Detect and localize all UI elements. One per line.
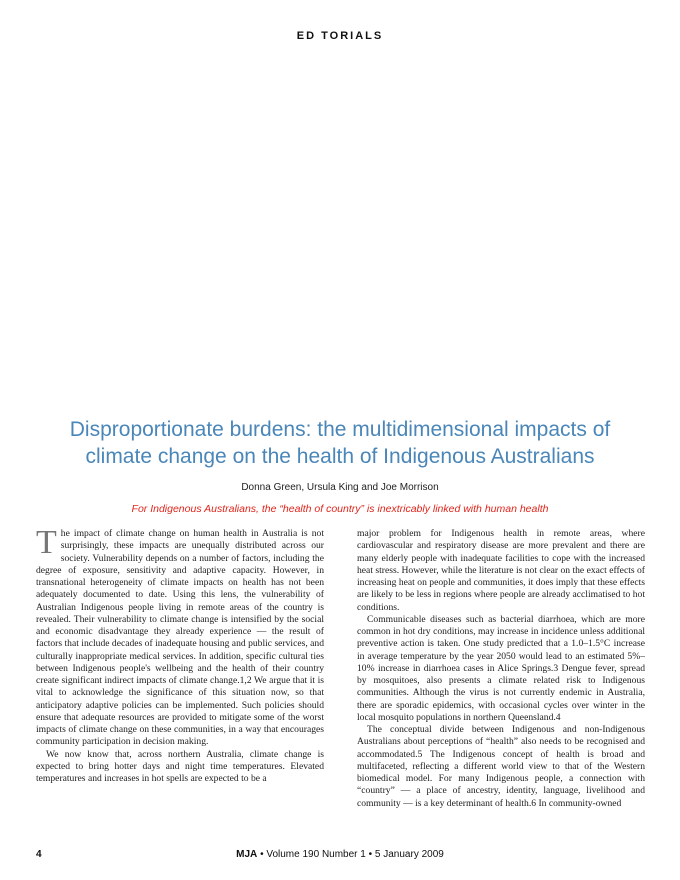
body-column-right (357, 528, 645, 832)
paragraph-text: he impact of climate change on human health in Australia is not surprisingly, these impacts are unequally distributed across our society. Vulnerability depends on a number of factors, including the degree of exposure, sensitivity and adaptive capacity. However, in transnational heterogeneity of climate impacts on health has not been adequately documented to date. Using this lens, the vulnerability of Australian Indigenous people living in remote areas of the country is revealed. Their vulnerability to climate change is intensified by the social and economic disadvantage they already experience — the result of factors that include decades of inadequate housing and public services, and culturally inappropriate medical services. In addition, specific cultural ties between Indigenous people's wellbeing and the health of their country create significant indirect impacts of climate change.1,2 We argue that it is vital to acknowledge the significance of this situation now, so that anticipatory adaptive policies can be implemented. Such policies should ensure that adequate resources are provided to mitigate some of the worst impacts of climate change on these communities, in a way that encourages community participation in decision making. (36, 528, 324, 748)
body-column-left (36, 528, 324, 832)
body-paragraph: major problem for Indigenous health in remote areas, where cardiovascular and respiratory disease are more prevalent and there are many elderly people with inadequate facilities to cope with the increased heat stress. However, while the literature is not clear on the exact effects of increasing heat on people and communities, it does imply that these effects are likely to be less in regions where people are already acclimatised to hot conditions. (357, 528, 645, 613)
section-header: ED TORIALS (296, 30, 384, 42)
journal-issue: • Volume 190 Number 1 • 5 January 2009 (260, 849, 444, 860)
body-paragraph: We now know that, across northern Australia, climate change is expected to bring hotter days and night time temperatures. Elevated temperatures and increases in hot spells are expected to be a (36, 748, 324, 784)
drop-cap: T (36, 528, 57, 561)
body-paragraph: The conceptual divide between Indigenous and non-Indigenous Australians about perceptions of “health” also needs to be recognised and accommodated.5 The Indigenous concept of health is broad and multifaceted, reflecting a different world view to that of the Western biomedical model. For many Indigenous people, a connection with “country” — a place of ancestry, identity, language, livelihood and community — is a key determinant of health.6 In community-owned (357, 724, 645, 809)
page-footer (36, 849, 644, 863)
article-authors: Donna Green, Ursula King and Joe Morrison (241, 482, 439, 493)
article-lede: For Indigenous Australians, the “health of country” is inextricably linked with human health (131, 503, 549, 515)
body-paragraph (36, 528, 324, 749)
journal-name: MJA (236, 849, 258, 860)
article-title: Disproportionate burdens: the multidimensional impacts of climate change on the health of Indigenous Australians (69, 418, 611, 468)
journal-citation (36, 849, 644, 860)
body-paragraph: Communicable diseases such as bacterial diarrhoea, which are more common in hot dry conditions, may increase in incidence unless additional preventive action is taken. One study predicted that a 1.0–1.5°C increase in average temperature by the year 2050 would lead to an estimated 5%–10% increase in diarrhoea cases in Alice Springs.3 Dengue fever, spread by mosquitoes, also presents a climate related risk to Indigenous communities. Although the virus is not currently endemic in Australia, there are sporadic epidemics, with occasional cycles over winter in the local mosquito populations in northern Queensland.4 (357, 613, 645, 723)
page-number: 4 (36, 849, 42, 860)
